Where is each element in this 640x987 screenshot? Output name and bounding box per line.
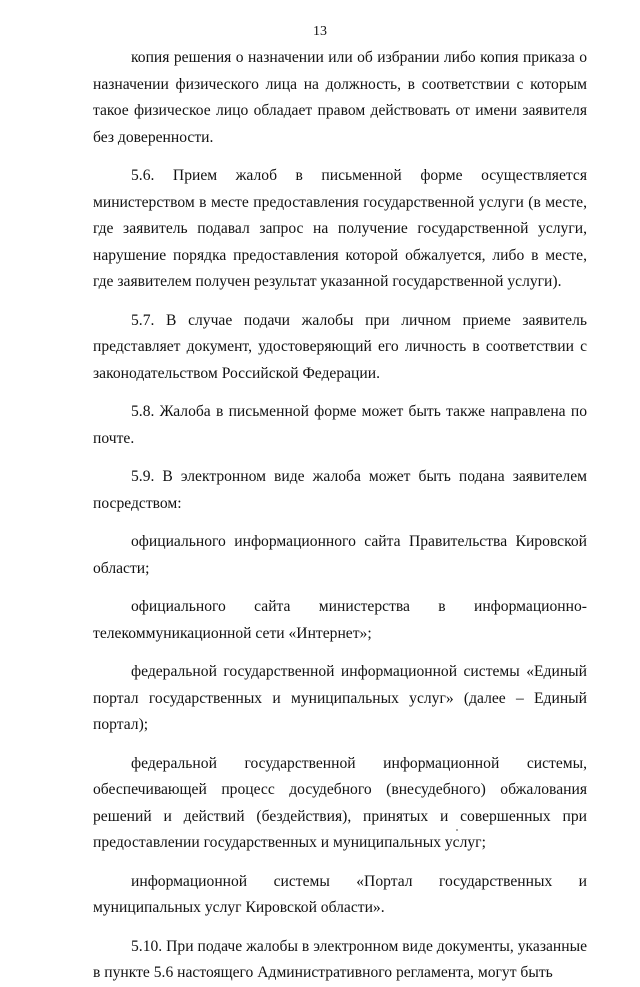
list-item-unified-portal: федеральной государственной информационной системы «Единый портал государственных и муниципальных услуг» (далее – Единый портал); <box>93 663 587 733</box>
scan-speck <box>456 829 458 831</box>
paragraph-5-6: 5.6. Прием жалоб в письменной форме осуществляется министерством в месте предоставления государственной услуги (в месте, где заявитель подавал запрос на получение государственной услуги, нарушение порядка предоставления которой обжалуется, либо в месте, где заявителем получен результат указанной государственной услуги). <box>93 167 587 290</box>
list-item-pretrial-system: федеральной государственной информационной системы, обеспечивающей процесс досудебного (внесудебного) обжалования решений и действий (бездействия), принятых и совершенных при предоставлении государственных и муниципальных услуг; <box>93 754 587 851</box>
paragraph-5-8: 5.8. Жалоба в письменной форме может быть также направлена по почте. <box>93 403 587 447</box>
paragraph-continuation: копия решения о назначении или об избрании либо копия приказа о назначении физического лица на должность, в соответствии с которым такое физическое лицо обладает правом действовать от имени заявителя без доверенности. <box>93 49 587 146</box>
document-body <box>93 45 587 987</box>
page-number: 13 <box>313 24 327 39</box>
paragraph-5-7: 5.7. В случае подачи жалобы при личном приеме заявитель представляет документ, удостоверяющий его личность в соответствии с законодательством Российской Федерации. <box>93 311 587 382</box>
list-item-ministry-site: официального сайта министерства в информационно-телекоммуникационной сети «Интернет»; <box>93 598 587 642</box>
paragraph-5-10: 5.10. При подаче жалобы в электронном виде документы, указанные в пункте 5.6 настоящего Административного регламента, могут быть <box>93 937 587 981</box>
paragraph-5-9: 5.9. В электронном виде жалоба может быть подана заявителем посредством: <box>93 468 587 512</box>
list-item-kirov-portal: информационной системы «Портал государственных и муниципальных услуг Кировской области». <box>93 872 587 916</box>
list-item-government-site: официального информационного сайта Правительства Кировской области; <box>93 533 587 577</box>
